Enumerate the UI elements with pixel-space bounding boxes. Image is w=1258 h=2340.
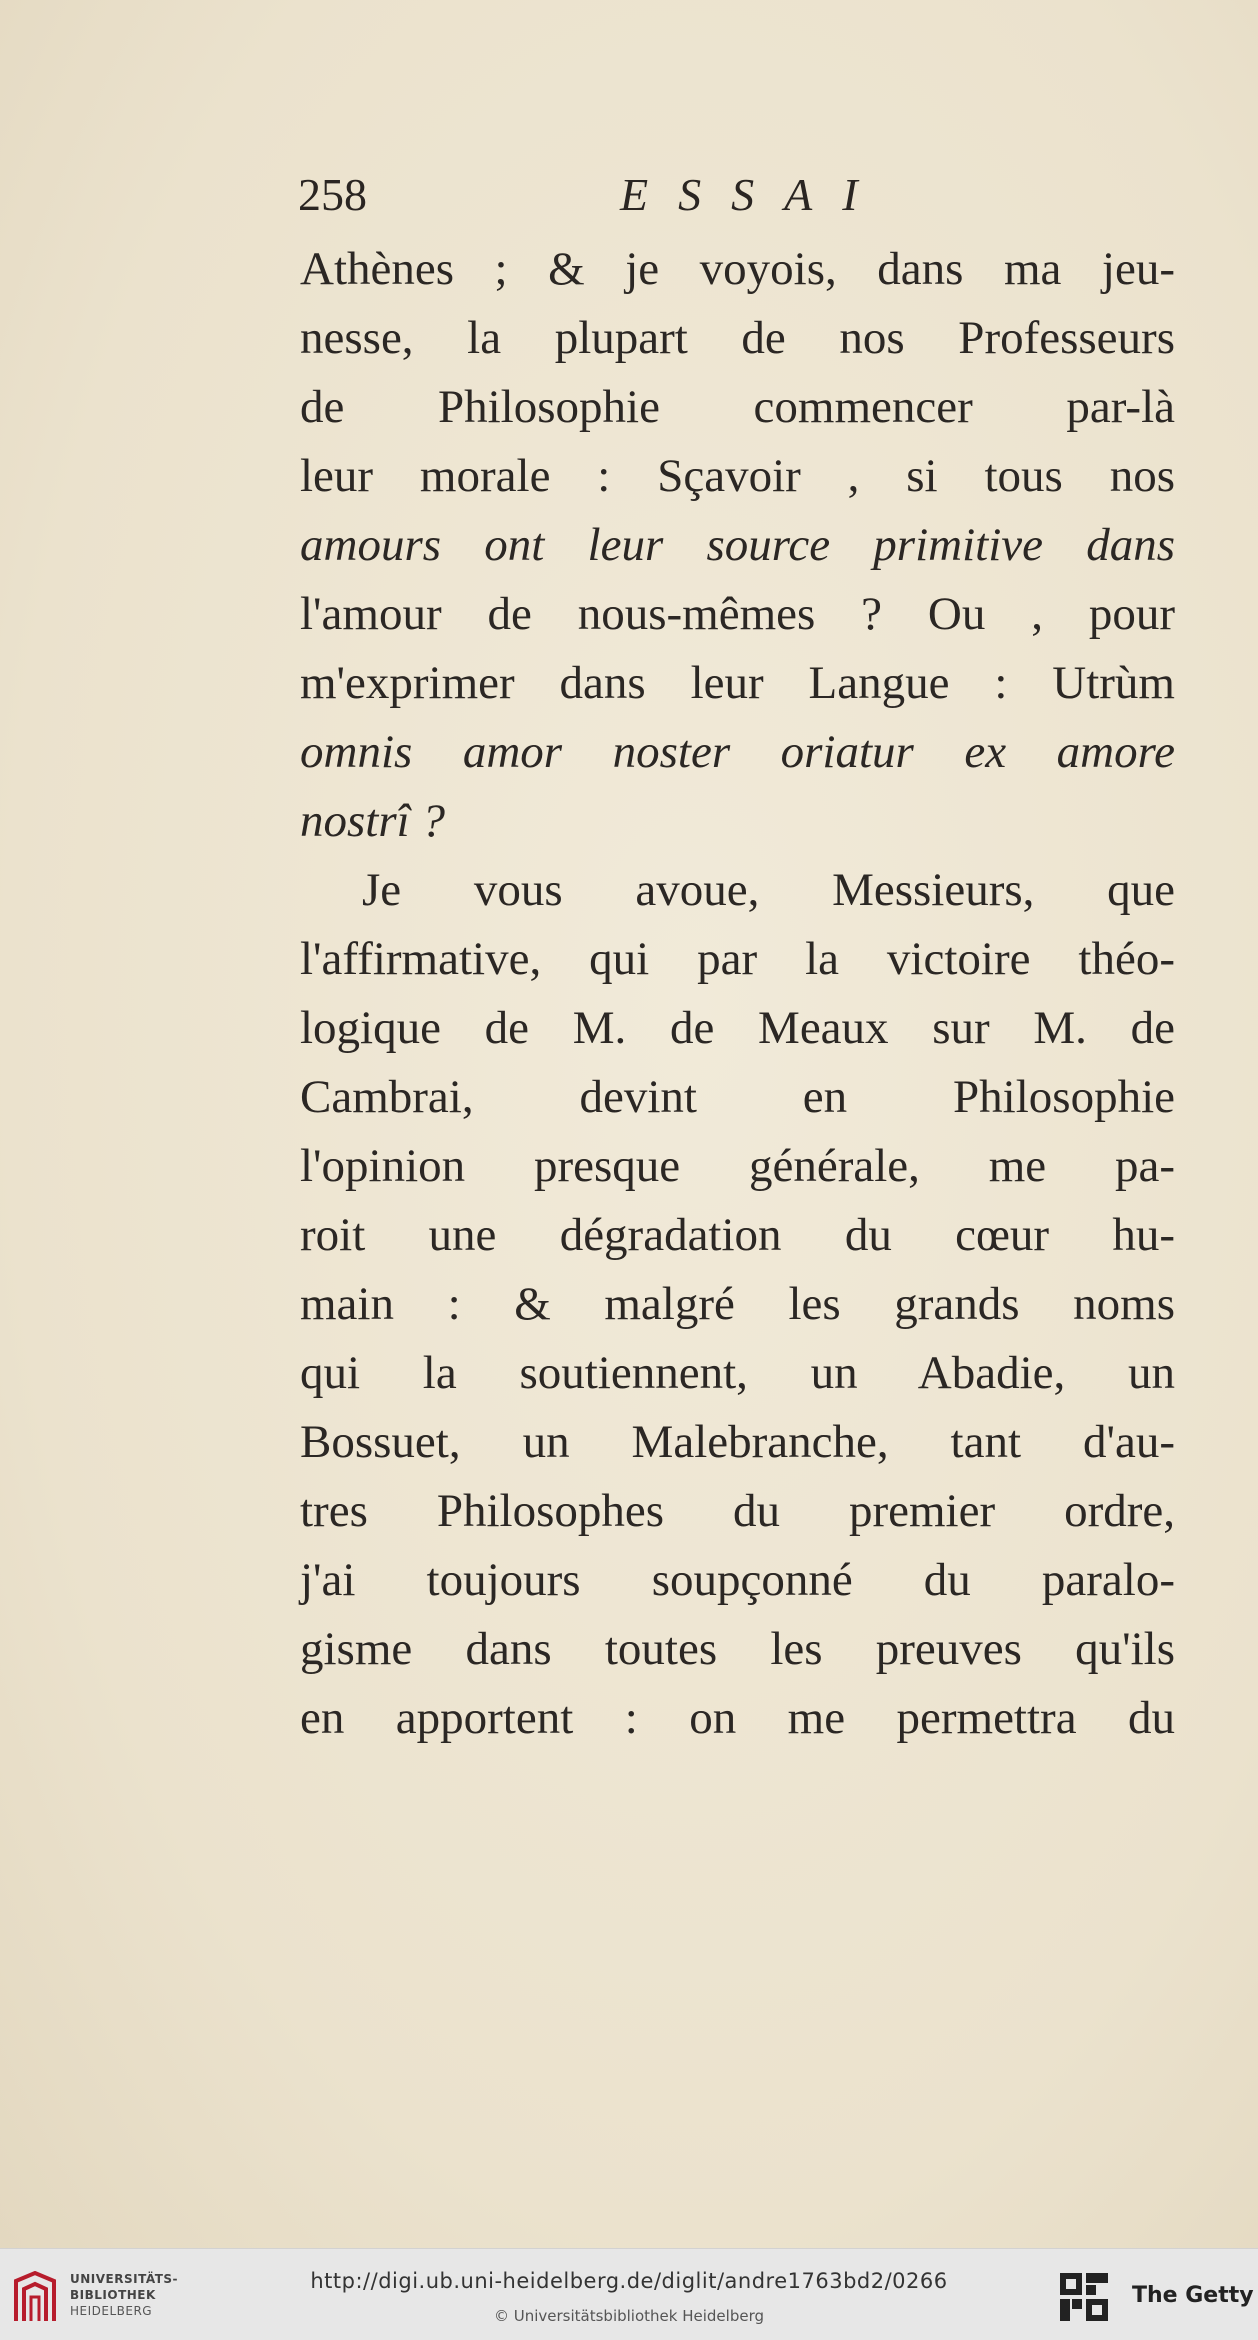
text-line: en apportent : on me permettra du: [300, 1692, 1175, 1744]
copyright-notice: © Universitätsbibliothek Heidelberg: [493, 2307, 764, 2325]
text-line: l'affirmative, qui par la victoire théo-: [300, 933, 1175, 985]
text-line: gisme dans toutes les preuves qu'ils: [300, 1623, 1175, 1675]
text-line: qui la soutiennent, un Abadie, un: [300, 1347, 1175, 1399]
text-line: j'ai toujours soupçonné du paralo-: [300, 1554, 1175, 1606]
text-line: amours ont leur source primitive dans: [300, 519, 1175, 571]
text-line: nesse, la plupart de nos Professeurs: [300, 312, 1175, 364]
running-title: ESSAI: [620, 169, 888, 220]
text-line: logique de M. de Meaux sur M. de: [300, 1002, 1175, 1054]
text-line: main : & malgré les grands noms: [300, 1278, 1175, 1330]
text-line: roit une dégradation du cœur hu-: [300, 1209, 1175, 1261]
text-line: Athènes ; & je voyois, dans ma jeu-: [300, 243, 1175, 295]
library-name-line: UNIVERSITÄTS-: [70, 2272, 179, 2286]
permalink-url[interactable]: http://digi.ub.uni-heidelberg.de/diglit/andre1763bd2/0266: [310, 2269, 948, 2293]
text-line: leur morale : Sçavoir , si tous nos: [300, 450, 1175, 502]
viewer-footer: [0, 2248, 1258, 2340]
text-line: m'exprimer dans leur Langue : Utrùm: [300, 657, 1175, 709]
text-line: tres Philosophes du premier ordre,: [300, 1485, 1175, 1537]
page-header: [298, 168, 1178, 228]
text-line: Bossuet, un Malebranche, tant d'au-: [300, 1416, 1175, 1468]
partner-name: The Getty: [1132, 2283, 1254, 2308]
body-text: [300, 235, 1175, 1753]
text-line: omnis amor noster oriatur ex amore: [300, 726, 1175, 778]
library-name-line: HEIDELBERG: [70, 2304, 153, 2318]
text-line: nostrî ?: [300, 795, 445, 847]
page-number: 258: [298, 169, 367, 220]
text-line: Je vous avoue, Messieurs, que: [362, 864, 1175, 916]
text-line: Cambrai, devint en Philosophie: [300, 1071, 1175, 1123]
text-line: l'amour de nous-mêmes ? Ou , pour: [300, 588, 1175, 640]
text-line: de Philosophie commencer par-là: [300, 381, 1175, 433]
getty-logo-icon[interactable]: [1058, 2271, 1112, 2325]
text-line: l'opinion presque générale, me pa-: [300, 1140, 1175, 1192]
library-name-line: BIBLIOTHEK: [70, 2288, 156, 2302]
